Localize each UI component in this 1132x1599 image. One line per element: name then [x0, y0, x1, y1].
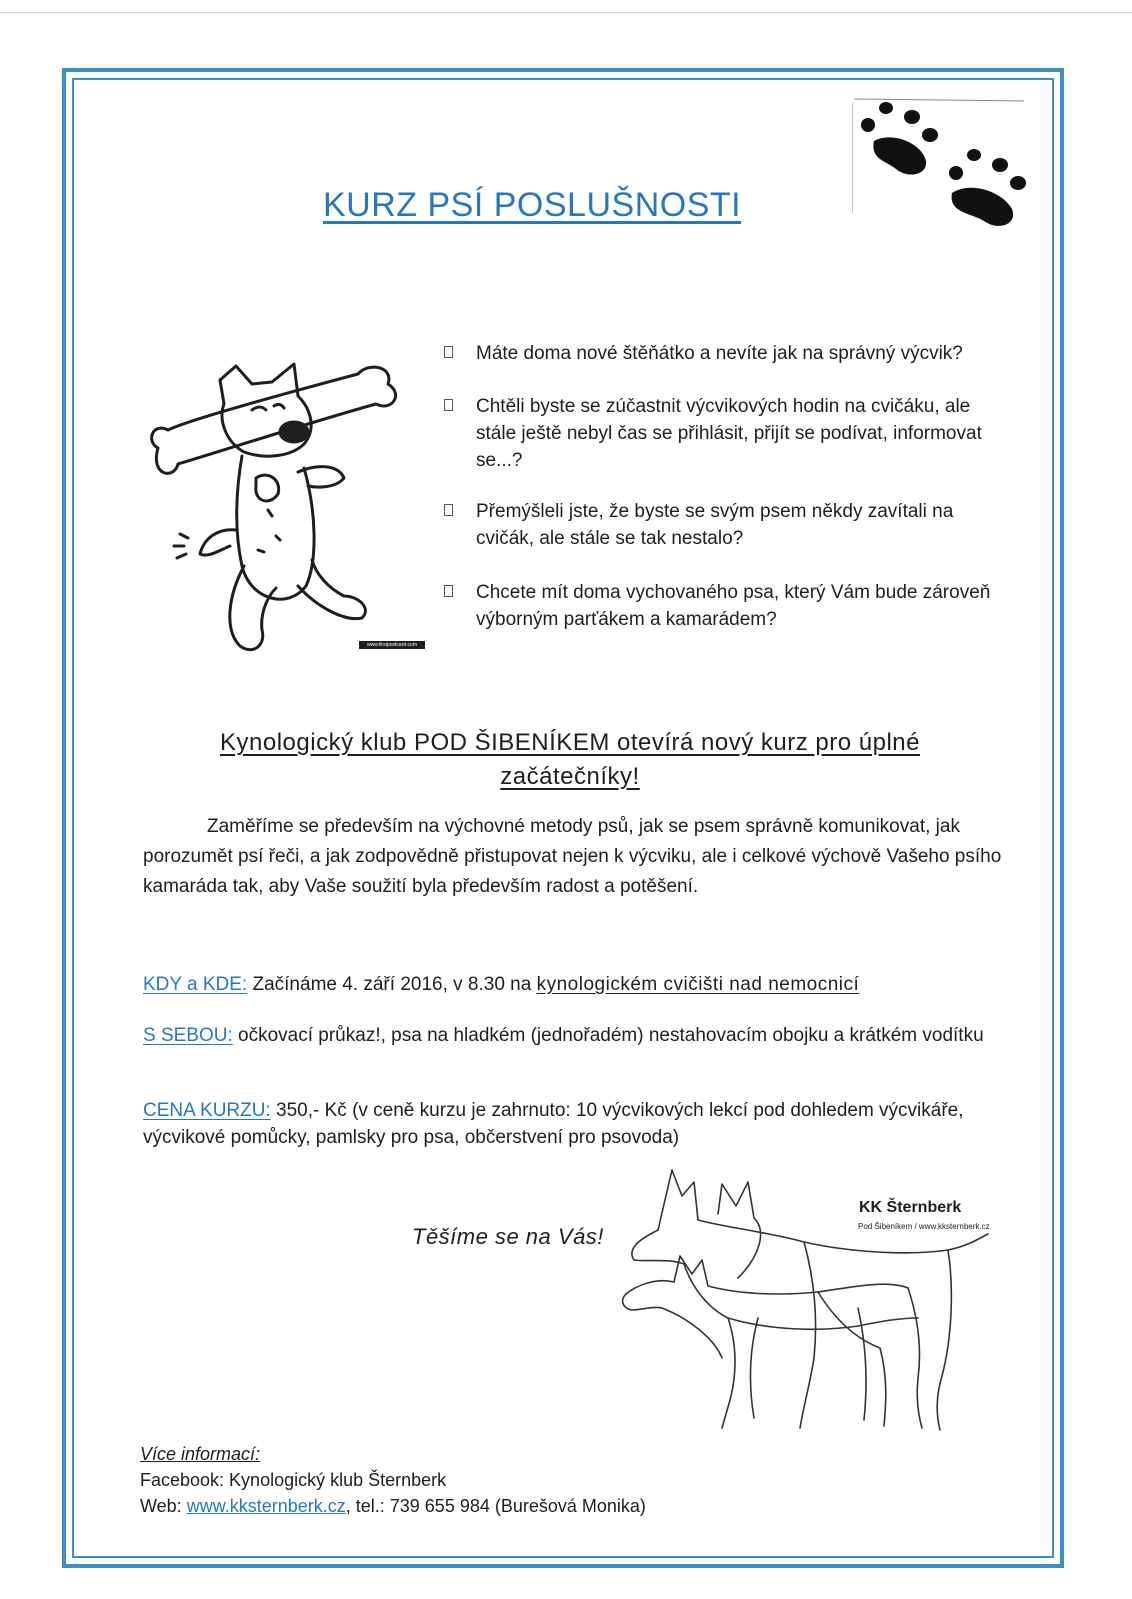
price-text: 350,- Kč (v ceně kurzu je zahrnuto: 10 výcvikových lekcí pod dohledem výcvikáře, výcvikové pomůcky, pamlsky pro psa, občerstvení pro psovoda)	[143, 1100, 964, 1148]
question-text: Máte doma nové štěňátko a nevíte jak na správný výcvik?	[476, 343, 963, 364]
logo-subtitle: Pod Šibeníkem / www.kksternberk.cz	[858, 1222, 990, 1231]
when-label: KDY a KDE:	[143, 974, 248, 995]
intro-paragraph: Zaměříme se především na výchovné metody psů, jak se psem správně komunikovat, jak porozumět psí řeči, a jak zodpovědně přistupovat nejen k výcviku, ale i celkové výchově Vašeho psího kamaráda tak, aby Vaše soužití byla především radost a potěšení.	[143, 816, 1002, 897]
more-info-label: Více informací:	[140, 1444, 261, 1464]
question-text: Přemýšleli jste, že byste se svým psem někdy zavítali na cvičák, ale stále se tak nestalo?	[476, 501, 954, 549]
greeting: Těšíme se na Vás!	[412, 1224, 604, 1249]
phone-text: , tel.: 739 655 984 (Burešová Monika)	[345, 1496, 646, 1516]
question-list	[443, 340, 1003, 659]
paw-prints-icon	[852, 93, 1052, 243]
web-prefix: Web:	[140, 1496, 182, 1516]
when-text: Začínáme 4. září 2016, v 8.30 na	[252, 974, 532, 995]
place-text: kynologickém cvičišti nad nemocnicí	[536, 974, 860, 995]
checkbox-icon	[444, 504, 453, 516]
facebook-line: Facebook: Kynologický klub Šternberk	[140, 1470, 447, 1490]
info-price	[143, 1097, 1003, 1151]
list-item	[443, 393, 1003, 474]
checkbox-icon	[444, 399, 453, 411]
dog-image-watermark: www.firstpostcard.com	[359, 641, 425, 649]
list-item	[443, 498, 1003, 552]
headline: Kynologický klub POD ŠIBENÍKEM otevírá nový kurz pro úplné začátečníky!	[220, 729, 920, 790]
price-label: CENA KURZU:	[143, 1100, 271, 1121]
dog-with-bone-illustration	[148, 360, 418, 665]
website-link[interactable]: www.kksternberk.cz	[186, 1496, 346, 1516]
logo-name: KK Šternberk	[859, 1199, 962, 1216]
bring-label: S SEBOU:	[143, 1025, 233, 1046]
bring-text: očkovací průkaz!, psa na hladkém (jednořadém) nestahovacím obojku a krátkém vodítku	[238, 1025, 984, 1046]
web-line	[140, 1493, 646, 1519]
question-text: Chtěli byste se zúčastnit výcvikových hodin na cvičáku, ale stále ještě nebyl čas se přihlásit, přijít se podívat, informovat se...?	[476, 396, 982, 471]
list-item	[443, 579, 1003, 633]
question-text: Chcete mít doma vychovaného psa, který Vám bude zároveň výborným parťákem a kamarádem?	[476, 582, 991, 630]
list-item	[443, 340, 1003, 367]
checkbox-icon	[444, 585, 453, 597]
checkbox-icon	[444, 346, 453, 358]
scan-edge	[0, 0, 1132, 13]
page-title: KURZ PSÍ POSLUŠNOSTI	[323, 186, 742, 224]
info-when-where	[143, 971, 1003, 998]
footer-contacts	[140, 1441, 646, 1519]
info-bring	[143, 1022, 1003, 1049]
